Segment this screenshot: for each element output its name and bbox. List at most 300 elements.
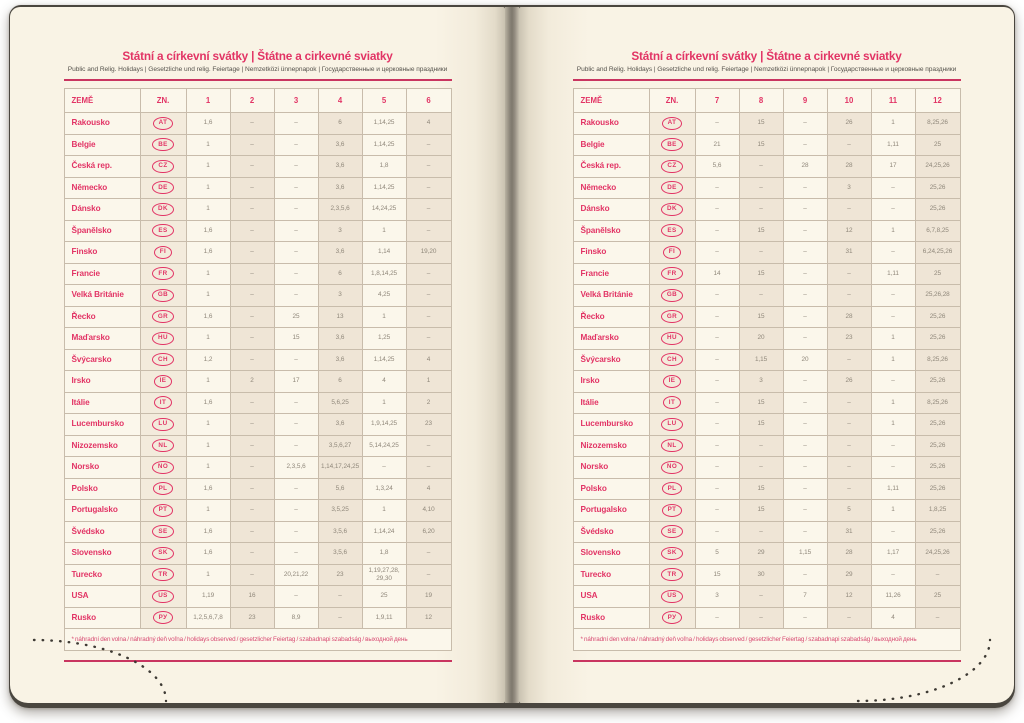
month-cell: – [407,457,451,478]
month-cell: 25, 26 [916,522,960,543]
country-cell: Švýcarsko [574,350,650,371]
month-cell: 15 [740,307,784,328]
code-cell [141,135,187,156]
country-code-badge: GB [152,289,174,302]
table-row [65,178,451,200]
month-cell: 8, 25, 26 [916,113,960,134]
column-header: ZN. [141,89,187,112]
country-cell: Belgie [574,135,650,156]
code-cell [650,350,696,371]
month-cell: 1, 2, 5, 6, 7, 8 [187,608,231,629]
country-code-badge: BE [152,138,174,151]
code-cell [650,242,696,263]
code-cell [650,156,696,177]
month-cell: 1 [187,285,231,306]
country-code-badge: GB [661,289,683,302]
month-cell: – [407,199,451,220]
country-code-badge: CH [152,353,174,366]
month-cell: 1, 14, 25 [363,350,407,371]
month-cell: 3 [740,371,784,392]
month-cell: 1, 6 [187,113,231,134]
month-cell: – [231,113,275,134]
table-row [574,264,960,286]
month-cell: – [407,135,451,156]
right-page-content [573,49,961,662]
month-cell: – [275,113,319,134]
month-cell: – [696,199,740,220]
month-cell: 14, 24, 25 [363,199,407,220]
country-code-badge: SK [661,547,683,560]
month-cell: – [231,436,275,457]
country-cell: Itálie [574,393,650,414]
month-cell: 3, 6 [319,242,363,263]
month-cell: – [784,221,828,242]
month-cell: – [784,393,828,414]
month-cell: 3 [319,285,363,306]
column-header: 5 [363,89,407,112]
month-cell: 3, 5, 6, 27 [319,436,363,457]
code-cell [650,285,696,306]
country-code-badge: NO [152,461,174,474]
holiday-table [64,88,452,651]
country-code-badge: NO [661,461,683,474]
table-row [574,457,960,479]
country-cell: Německo [574,178,650,199]
month-cell: 20 [740,328,784,349]
month-cell: – [696,350,740,371]
code-cell [650,264,696,285]
country-cell: Irsko [574,371,650,392]
month-cell: 25 [916,135,960,156]
country-code-badge: FR [661,267,682,280]
month-cell: 15 [740,135,784,156]
month-cell: 1 [187,199,231,220]
month-cell: – [231,479,275,500]
month-cell: – [275,500,319,521]
country-cell: Řecko [574,307,650,328]
month-cell: 1, 11 [872,264,916,285]
month-cell: – [696,221,740,242]
month-cell: 5, 6 [696,156,740,177]
code-cell [141,242,187,263]
month-cell: 1, 8 [363,543,407,564]
country-code-badge: LU [661,418,682,431]
month-cell: – [696,457,740,478]
country-cell: Francie [65,264,141,285]
month-cell: 25 [916,264,960,285]
month-cell: – [275,543,319,564]
month-cell: – [696,436,740,457]
holiday-table [573,88,961,651]
month-cell: 26 [828,113,872,134]
country-code-badge: FI [663,246,681,259]
month-cell: – [231,393,275,414]
page-title: Státní a církevní svátky | Štátne a cirkevné sviatky [122,49,393,63]
month-cell: 28 [828,307,872,328]
month-cell: – [916,565,960,586]
month-cell: – [275,414,319,435]
month-cell: 23 [231,608,275,629]
month-cell: 2, 3, 5, 6 [319,199,363,220]
month-cell: – [407,436,451,457]
month-cell: 1 [187,457,231,478]
country-code-badge: TR [661,568,682,581]
month-cell: – [275,285,319,306]
month-cell: 3, 6 [319,328,363,349]
month-cell: 1 [187,565,231,586]
code-cell [141,285,187,306]
table-row [574,522,960,544]
month-cell: 4, 25 [363,285,407,306]
table-row [574,285,960,307]
code-cell [141,178,187,199]
month-cell: – [872,371,916,392]
month-cell: 25, 26 [916,436,960,457]
country-cell: Polsko [574,479,650,500]
month-cell: – [231,522,275,543]
table-row [65,393,451,415]
code-cell [650,307,696,328]
month-cell: – [784,565,828,586]
column-header: 12 [916,89,960,112]
month-cell: 4 [407,479,451,500]
table-row [65,221,451,243]
month-cell: 20 [784,350,828,371]
column-header: ZN. [650,89,696,112]
code-cell [141,350,187,371]
country-cell: Nizozemsko [65,436,141,457]
month-cell: – [407,285,451,306]
month-cell: 7 [784,586,828,607]
month-cell: – [696,500,740,521]
code-cell [141,500,187,521]
month-cell: – [784,414,828,435]
month-cell: – [696,178,740,199]
table-header-row [574,89,960,113]
month-cell: 15 [740,414,784,435]
page-subtitle: Public and Relig. Holidays | Gesetzliche und relig. Feiertage | Nemzetközi ünnepnapok | Государственные и церковные праздники [576,66,957,73]
month-cell: 15 [740,393,784,414]
table-row [574,565,960,587]
code-cell [141,393,187,414]
code-cell [650,393,696,414]
code-cell [141,156,187,177]
month-cell: – [740,436,784,457]
table-row [574,608,960,630]
month-cell: – [696,328,740,349]
code-cell [650,543,696,564]
month-cell: 1 [187,371,231,392]
month-cell: 1 [872,328,916,349]
month-cell: 1, 6 [187,242,231,263]
country-cell: Rusko [65,608,141,629]
month-cell: 12 [828,221,872,242]
month-cell: 8, 25, 26 [916,350,960,371]
code-cell [141,522,187,543]
right-page [519,7,1014,703]
month-cell: – [275,393,319,414]
table-row [574,113,960,135]
code-cell [141,543,187,564]
country-code-badge: PT [153,504,174,517]
month-cell: – [828,264,872,285]
month-cell: 15 [740,479,784,500]
country-cell: Maďarsko [574,328,650,349]
country-cell: Turecko [574,565,650,586]
month-cell: – [231,199,275,220]
month-cell: 1, 11 [872,135,916,156]
month-cell: 6 [319,371,363,392]
month-cell: 1, 9, 11 [363,608,407,629]
country-code-badge: DK [152,203,174,216]
month-cell: – [407,264,451,285]
column-header: ZEMĚ [65,89,141,112]
table-row [65,135,451,157]
country-cell: Španělsko [65,221,141,242]
column-header: 6 [407,89,451,112]
month-cell: 1, 6 [187,393,231,414]
month-cell: – [231,264,275,285]
month-cell: 1 [187,414,231,435]
month-cell: 1, 8, 14, 25 [363,264,407,285]
code-cell [650,457,696,478]
country-cell: Rusko [574,608,650,629]
month-cell: 6, 24, 25, 26 [916,242,960,263]
month-cell: – [828,436,872,457]
month-cell: 1, 19 [187,586,231,607]
month-cell: 1, 15 [740,350,784,371]
table-row [574,221,960,243]
month-cell: 13 [319,307,363,328]
month-cell: 25, 26, 28 [916,285,960,306]
code-cell [141,264,187,285]
month-cell: 25, 26 [916,199,960,220]
table-row [574,328,960,350]
code-cell [650,608,696,629]
table-row [574,479,960,501]
month-cell: – [784,178,828,199]
month-cell: – [828,608,872,629]
month-cell: – [275,221,319,242]
month-cell: 3, 6 [319,156,363,177]
month-cell: 4 [872,608,916,629]
month-cell: 25, 26 [916,479,960,500]
code-cell [650,565,696,586]
code-cell [650,371,696,392]
month-cell: 14 [696,264,740,285]
month-cell: 21 [696,135,740,156]
month-cell: 5, 6 [319,479,363,500]
country-cell: Dánsko [574,199,650,220]
country-code-badge: AT [662,117,683,130]
month-cell: – [696,414,740,435]
country-code-badge: DE [152,181,174,194]
month-cell: – [740,285,784,306]
month-cell: – [872,178,916,199]
month-cell: 30 [740,565,784,586]
month-cell: – [784,264,828,285]
month-cell: 1 [363,500,407,521]
country-cell: Slovensko [65,543,141,564]
country-cell: Slovensko [574,543,650,564]
country-code-badge: PL [662,482,683,495]
code-cell [650,199,696,220]
country-code-badge: HU [661,332,683,345]
country-cell: Česká rep. [574,156,650,177]
month-cell: 1 [187,156,231,177]
title-rule [64,79,452,81]
column-header: 2 [231,89,275,112]
month-cell: 1 [872,500,916,521]
column-header: ZEMĚ [574,89,650,112]
book-gutter [505,7,519,703]
month-cell: 1 [187,178,231,199]
country-code-badge: FR [152,267,173,280]
month-cell: 3, 5, 6 [319,522,363,543]
month-cell: 25 [275,307,319,328]
table-row [574,436,960,458]
month-cell: – [784,328,828,349]
country-cell: Nizozemsko [574,436,650,457]
table-row [65,565,451,587]
month-cell: 1 [872,221,916,242]
month-cell: 1 [363,307,407,328]
month-cell: – [231,414,275,435]
table-row [65,457,451,479]
month-cell: 1 [187,264,231,285]
code-cell [141,113,187,134]
country-cell: Dánsko [65,199,141,220]
country-cell: Česká rep. [65,156,141,177]
country-code-badge: SE [152,525,173,538]
code-cell [650,135,696,156]
table-row [574,393,960,415]
month-cell: 17 [872,156,916,177]
table-row [65,199,451,221]
month-cell: – [696,608,740,629]
code-cell [650,328,696,349]
month-cell: 1, 6 [187,221,231,242]
month-cell: 1, 2 [187,350,231,371]
table-row [65,436,451,458]
code-cell [650,221,696,242]
table-row [65,350,451,372]
month-cell: – [231,135,275,156]
month-cell: – [872,565,916,586]
footnote-cell: * náhradní den volna / náhradný deň voľna / holidays observed / gesetzlicher Feiertag / szabadnapi szabadság / выходной день [574,629,960,650]
month-cell: 1, 25 [363,328,407,349]
table-footnote-row [65,629,451,650]
month-cell: – [231,285,275,306]
country-cell: Lucembursko [65,414,141,435]
country-cell: Rakousko [65,113,141,134]
month-cell: 23 [828,328,872,349]
month-cell: 25, 26 [916,328,960,349]
country-cell: Turecko [65,565,141,586]
month-cell: – [275,156,319,177]
month-cell: 15 [275,328,319,349]
table-row [65,522,451,544]
country-code-badge: HU [152,332,174,345]
table-row [65,242,451,264]
page-subtitle: Public and Relig. Holidays | Gesetzliche und relig. Feiertage | Nemzetközi ünnepnapok | Государственные и церковные праздники [67,66,448,73]
month-cell: – [696,371,740,392]
month-cell: – [828,350,872,371]
code-cell [650,586,696,607]
code-cell [141,307,187,328]
country-cell: Finsko [65,242,141,263]
month-cell: 1, 3, 24 [363,479,407,500]
country-code-badge: IE [154,375,173,388]
month-cell: – [872,522,916,543]
month-cell: 17 [275,371,319,392]
country-cell: Řecko [65,307,141,328]
month-cell: – [872,285,916,306]
table-row [65,285,451,307]
code-cell [141,414,187,435]
month-cell: 3, 6 [319,414,363,435]
month-cell: 25, 26 [916,414,960,435]
month-cell: – [407,565,451,586]
country-cell: Velká Británie [574,285,650,306]
month-cell: – [231,457,275,478]
month-cell: 2, 3, 5, 6 [275,457,319,478]
country-code-badge: ES [152,224,173,237]
country-code-badge: DK [661,203,683,216]
month-cell: 4, 10 [407,500,451,521]
month-cell: – [828,135,872,156]
month-cell: – [740,522,784,543]
table-row [65,586,451,608]
month-cell: 1 [872,393,916,414]
month-cell: 8, 25, 26 [916,393,960,414]
country-cell: Švédsko [574,522,650,543]
month-cell: – [784,135,828,156]
month-cell: 12 [828,586,872,607]
month-cell: – [231,178,275,199]
country-cell: Maďarsko [65,328,141,349]
code-cell [141,199,187,220]
month-cell: 16 [231,586,275,607]
country-cell: USA [574,586,650,607]
table-row [574,371,960,393]
month-cell: 15 [696,565,740,586]
table-row [65,307,451,329]
month-cell: 1 [363,221,407,242]
country-cell: USA [65,586,141,607]
month-cell: – [784,242,828,263]
month-cell: 5 [828,500,872,521]
country-code-badge: GR [661,310,683,323]
month-cell: 5 [696,543,740,564]
table-row [574,586,960,608]
left-page-content [64,49,452,662]
month-cell: – [407,156,451,177]
month-cell: 1, 14, 24 [363,522,407,543]
month-cell: 1, 8 [363,156,407,177]
country-cell: Portugalsko [65,500,141,521]
month-cell: – [407,221,451,242]
code-cell [141,586,187,607]
month-cell: 1 [872,113,916,134]
month-cell: 31 [828,522,872,543]
month-cell: – [231,328,275,349]
month-cell: – [740,178,784,199]
month-cell: – [275,199,319,220]
month-cell: 25 [916,586,960,607]
country-code-badge: US [661,590,683,603]
month-cell: – [231,565,275,586]
